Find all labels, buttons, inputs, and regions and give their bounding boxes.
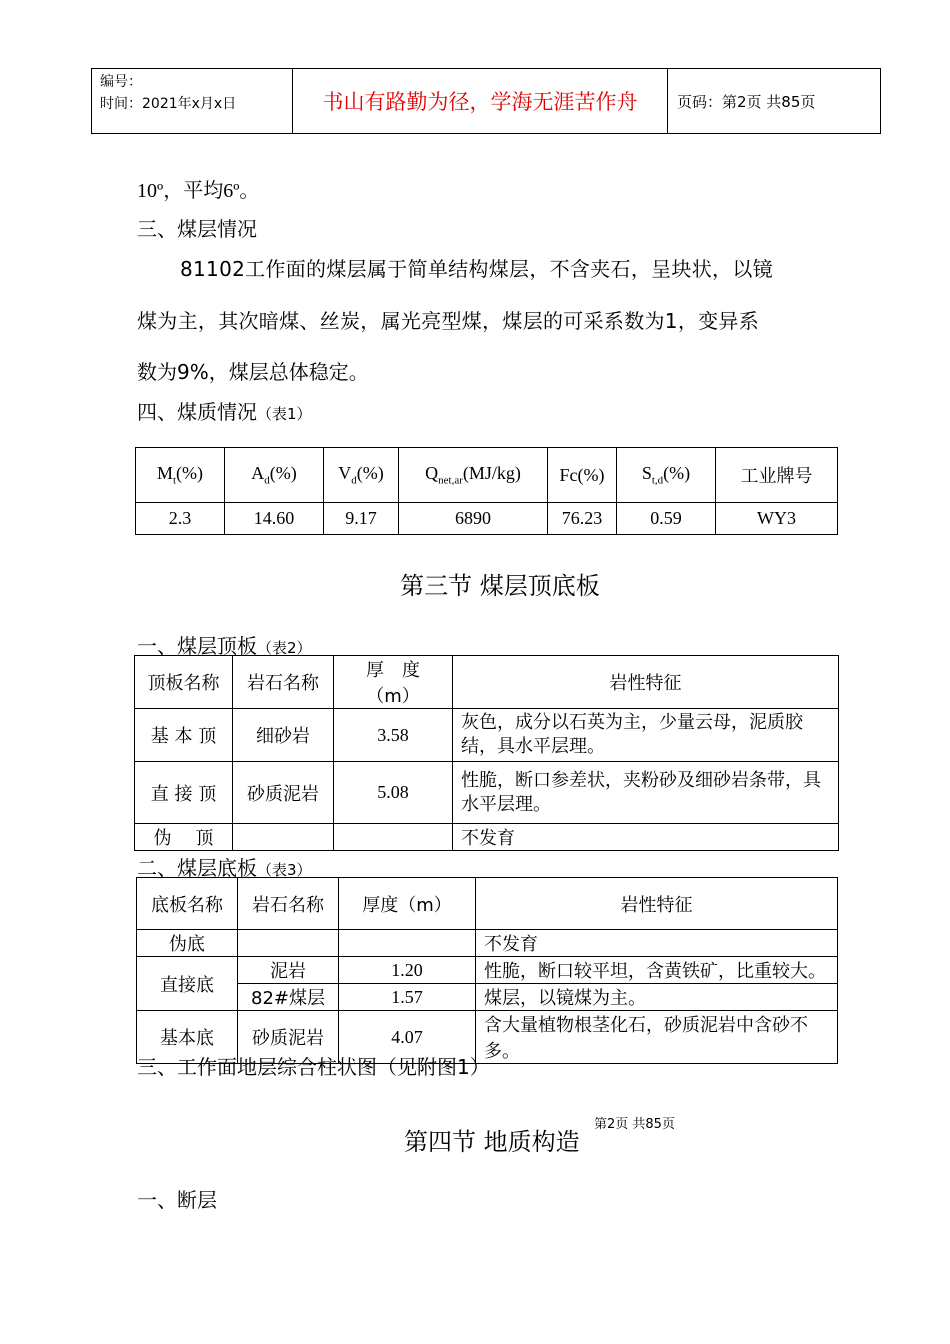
cell-q: 6890 — [399, 503, 548, 535]
cell-fc: 76.23 — [548, 503, 617, 535]
floor-cell-feature: 性脆，断口较平坦，含黄铁矿，比重较大。 — [476, 957, 838, 984]
floor-cell-name: 伪底 — [137, 930, 238, 957]
roof-cell-feature: 灰色，成分以石英为主，少量云母，泥质胶结，具水平层理。 — [453, 709, 839, 762]
table-row — [135, 824, 839, 851]
para-line-3: 数为9%，煤层总体稳定。 — [137, 360, 369, 384]
roof-cell-feature: 不发育 — [453, 824, 839, 851]
roof-cell-name: 直 接 顶 — [135, 762, 233, 824]
roof-table — [134, 655, 839, 851]
cell-brand: WY3 — [716, 503, 838, 535]
heading-coal-quality — [137, 396, 312, 425]
roof-th-rock: 岩石名称 — [233, 656, 334, 709]
table-row — [135, 762, 839, 824]
roof-cell-rock: 细砂岩 — [233, 709, 334, 762]
floor-cell-thickness — [339, 930, 476, 957]
roof-cell-thickness: 5.08 — [334, 762, 453, 824]
floor-cell-thickness: 1.57 — [339, 984, 476, 1011]
th-q: $Q_{net,ar}(MJ/kg)$ — [399, 448, 548, 503]
header-page-info: 页码：第2页 共85页 — [677, 92, 816, 111]
floor-cell-thickness: 1.20 — [339, 957, 476, 984]
floor-cell-name: 基本底 — [137, 1011, 238, 1064]
page-header — [91, 68, 881, 134]
table-row — [135, 709, 839, 762]
floor-th-rock: 岩石名称 — [238, 878, 339, 930]
section4-title: 第四节 地质构造 — [404, 1128, 580, 1156]
floor-cell-feature: 煤层，以镜煤为主。 — [476, 984, 838, 1011]
roof-cell-rock — [233, 824, 334, 851]
heading-roof-text: 一、煤层顶板 — [137, 634, 257, 658]
heading-column-chart: 三、工作面地层综合柱状图（见附图1） — [137, 1055, 490, 1079]
floor-cell-feature: 不发育 — [476, 930, 838, 957]
floor-cell-rock: 82#煤层 — [238, 984, 339, 1011]
th-brand: 工业牌号 — [716, 448, 838, 503]
heading-coal-seam: 三、煤层情况 — [137, 217, 257, 241]
th-mt: $M_t(\%)$ — [136, 448, 225, 503]
table2-note: （表2） — [257, 639, 312, 657]
table3-note: （表3） — [257, 861, 312, 879]
floor-cell-rock: 泥岩 — [238, 957, 339, 984]
footer-page-info: 第2页 共85页 — [594, 1117, 675, 1132]
para-line-2: 煤为主，其次暗煤、丝炭，属光亮型煤，煤层的可采系数为1，变异系 — [137, 309, 760, 333]
roof-th-feature: 岩性特征 — [453, 656, 839, 709]
floor-th-name: 底板名称 — [137, 878, 238, 930]
table-row — [137, 957, 838, 984]
roof-cell-name: 伪 顶 — [135, 824, 233, 851]
floor-cell-rock: 砂质泥岩 — [238, 1011, 339, 1064]
section3-title: 第三节 煤层顶底板 — [400, 572, 600, 600]
floor-th-thickness: 厚度（m） — [339, 878, 476, 930]
th-fc: Fc(%) — [548, 448, 617, 503]
floor-cell-name: 直接底 — [137, 957, 238, 1011]
floor-th-feature: 岩性特征 — [476, 878, 838, 930]
floor-cell-rock — [238, 930, 339, 957]
table-row — [137, 930, 838, 957]
heading-coal-quality-text: 四、煤质情况 — [137, 400, 257, 424]
roof-cell-thickness: 3.58 — [334, 709, 453, 762]
roof-cell-feature: 性脆，断口参差状，夹粉砂及细砂岩条带，具水平层理。 — [453, 762, 839, 824]
header-meta — [92, 69, 293, 133]
roof-cell-thickness — [334, 824, 453, 851]
floor-cell-thickness: 4.07 — [339, 1011, 476, 1064]
roof-cell-rock: 砂质泥岩 — [233, 762, 334, 824]
table1-note: （表1） — [257, 405, 312, 423]
roof-th-thickness: 厚 度（m） — [334, 656, 453, 709]
th-ad: $A_d(\%)$ — [225, 448, 324, 503]
heading-fault: 一、断层 — [137, 1188, 217, 1212]
roof-cell-name: 基 本 顶 — [135, 709, 233, 762]
cell-s: 0.59 — [617, 503, 716, 535]
cell-ad: 14.60 — [225, 503, 324, 535]
heading-floor-text: 二、煤层底板 — [137, 856, 257, 880]
th-s: $S_{t,d}(\%)$ — [617, 448, 716, 503]
cell-vd: 9.17 — [324, 503, 399, 535]
para-line-1: 81102工作面的煤层属于简单结构煤层，不含夹石，呈块状，以镜 — [180, 257, 773, 281]
intro-line-1: 10º，平均6º。 — [137, 180, 260, 202]
time-label: 时间：2021年x月x日 — [100, 96, 237, 112]
number-label: 编号： — [100, 74, 142, 90]
coal-quality-table — [135, 447, 838, 535]
floor-table — [136, 877, 838, 1064]
table-row — [137, 984, 838, 1011]
roof-th-name: 顶板名称 — [135, 656, 233, 709]
header-motto: 书山有路勤为径，学海无涯苦作舟 — [293, 69, 668, 133]
cell-mt: 2.3 — [136, 503, 225, 535]
floor-cell-feature: 含大量植物根茎化石，砂质泥岩中含砂不多。 — [476, 1011, 838, 1064]
th-vd: $V_d(\%)$ — [324, 448, 399, 503]
